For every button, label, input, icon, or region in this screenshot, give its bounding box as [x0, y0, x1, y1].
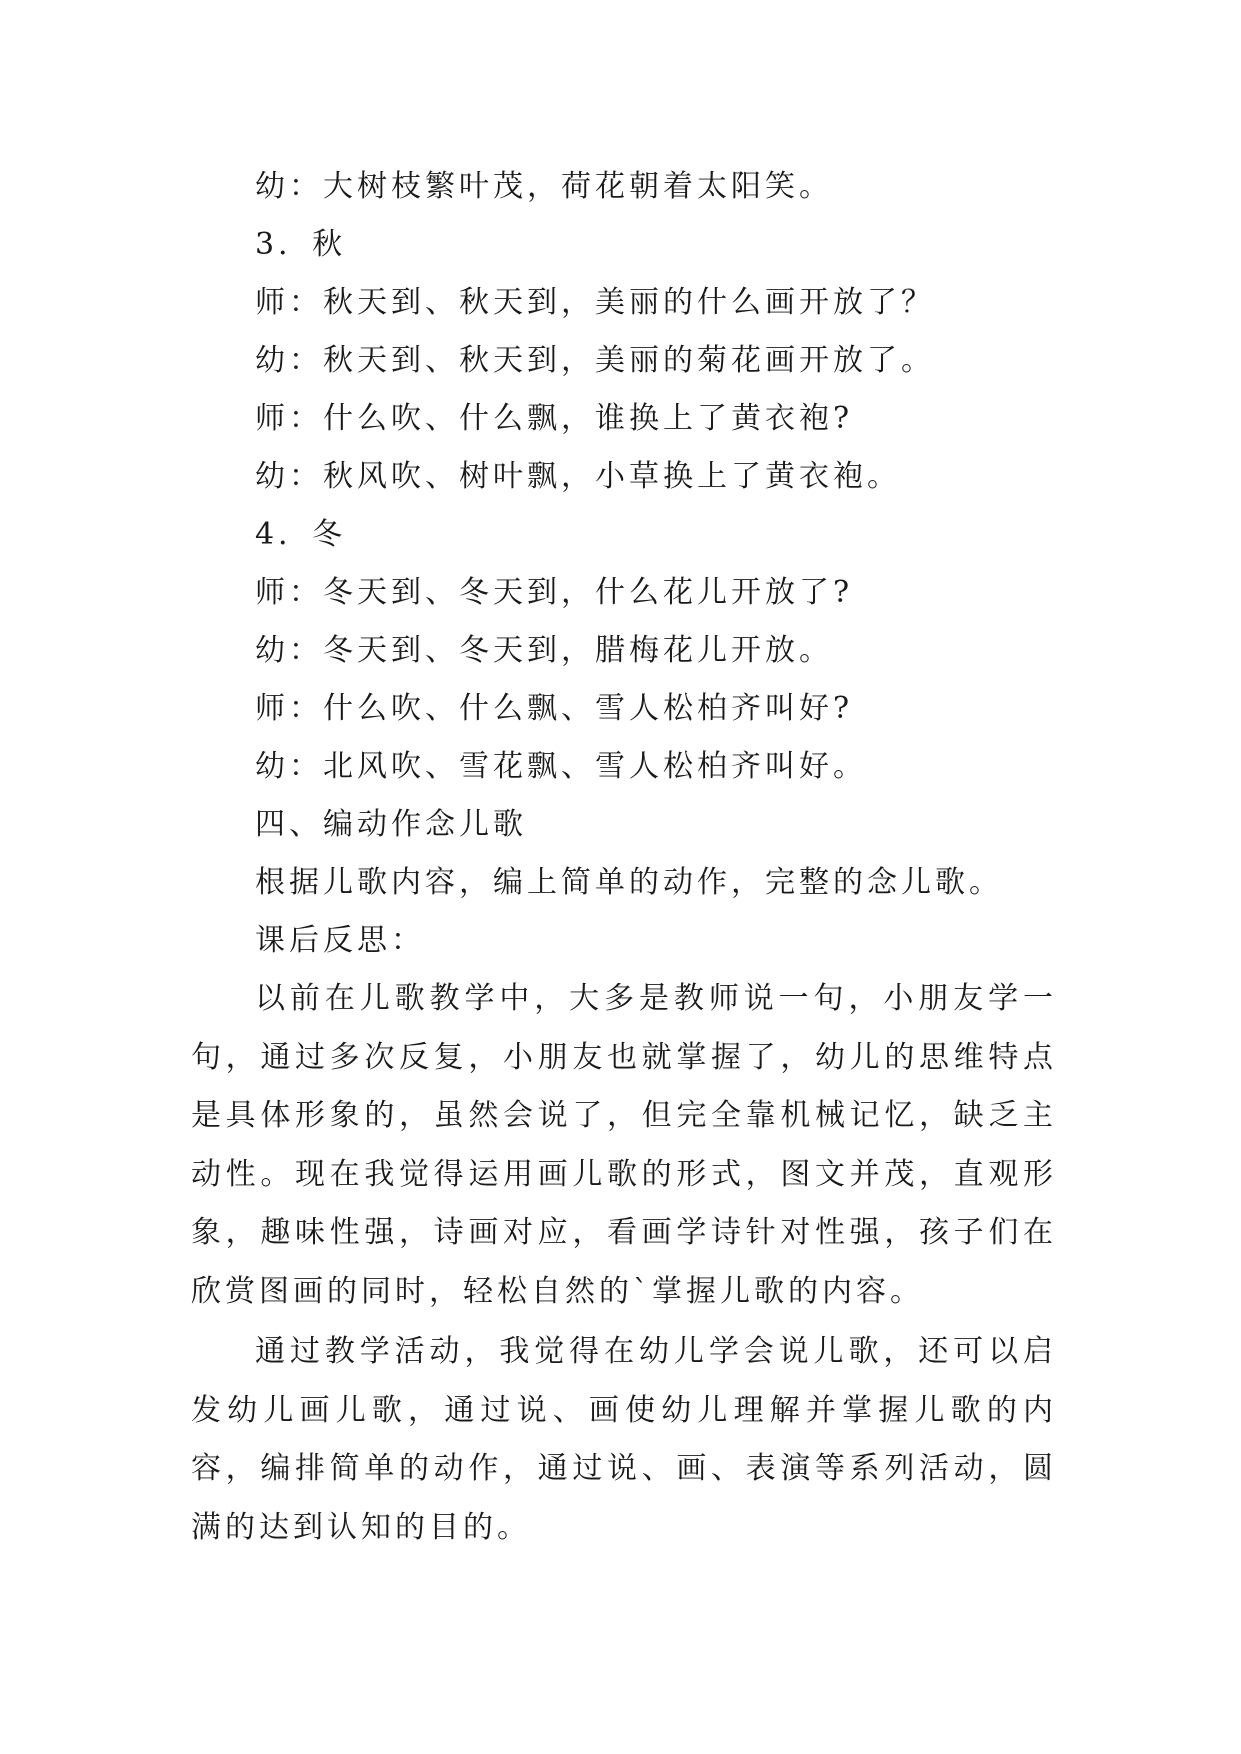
- section-heading: 4．冬: [255, 517, 347, 552]
- section-heading: 四、编动作念儿歌: [255, 807, 527, 842]
- reflection-paragraph: 以前在儿歌教学中，大多是教师说一句，小朋友学一句，通过多次反复，小朋友也就掌握了，幼儿的思维特点是具体形象的，虽然会说了，但完全靠机械记忆，缺乏主动性。现在我觉得运用画儿歌的形式，图文并茂，直观形象，趣味性强，诗画对应，看画学诗针对性强，孩子们在欣赏图画的同时，轻松自然的`掌握儿歌的内容。: [191, 981, 1057, 1309]
- text-line: 幼：秋天到、秋天到，美丽的菊花画开放了。: [255, 343, 935, 378]
- text-line: 幼：大树枝繁叶茂，荷花朝着太阳笑。: [255, 169, 833, 204]
- text-line: 师：冬天到、冬天到，什么花儿开放了?: [255, 575, 854, 610]
- text-line: 师：什么吹、什么飘、雪人松柏齐叫好?: [255, 691, 854, 726]
- text-line: 幼：冬天到、冬天到，腊梅花儿开放。: [255, 633, 833, 668]
- section-heading: 3．秋: [255, 227, 347, 262]
- document-body: [191, 158, 1057, 1557]
- reflection-paragraph: 通过教学活动，我觉得在幼儿学会说儿歌，还可以启发幼儿画儿歌，通过说、画使幼儿理解并掌握儿歌的内容，编排简单的动作，通过说、画、表演等系列活动，圆满的达到认知的目的。: [191, 1334, 1057, 1545]
- text-line: 师：什么吹、什么飘，谁换上了黄衣袍?: [255, 401, 854, 436]
- text-line: 幼：北风吹、雪花飘、雪人松柏齐叫好。: [255, 749, 867, 784]
- text-line: 根据儿歌内容，编上简单的动作，完整的念儿歌。: [255, 865, 1003, 900]
- text-line: 幼：秋风吹、树叶飘，小草换上了黄衣袍。: [255, 459, 901, 494]
- text-line: 师：秋天到、秋天到，美丽的什么画开放了？: [255, 285, 935, 320]
- reflection-heading: 课后反思：: [255, 923, 425, 958]
